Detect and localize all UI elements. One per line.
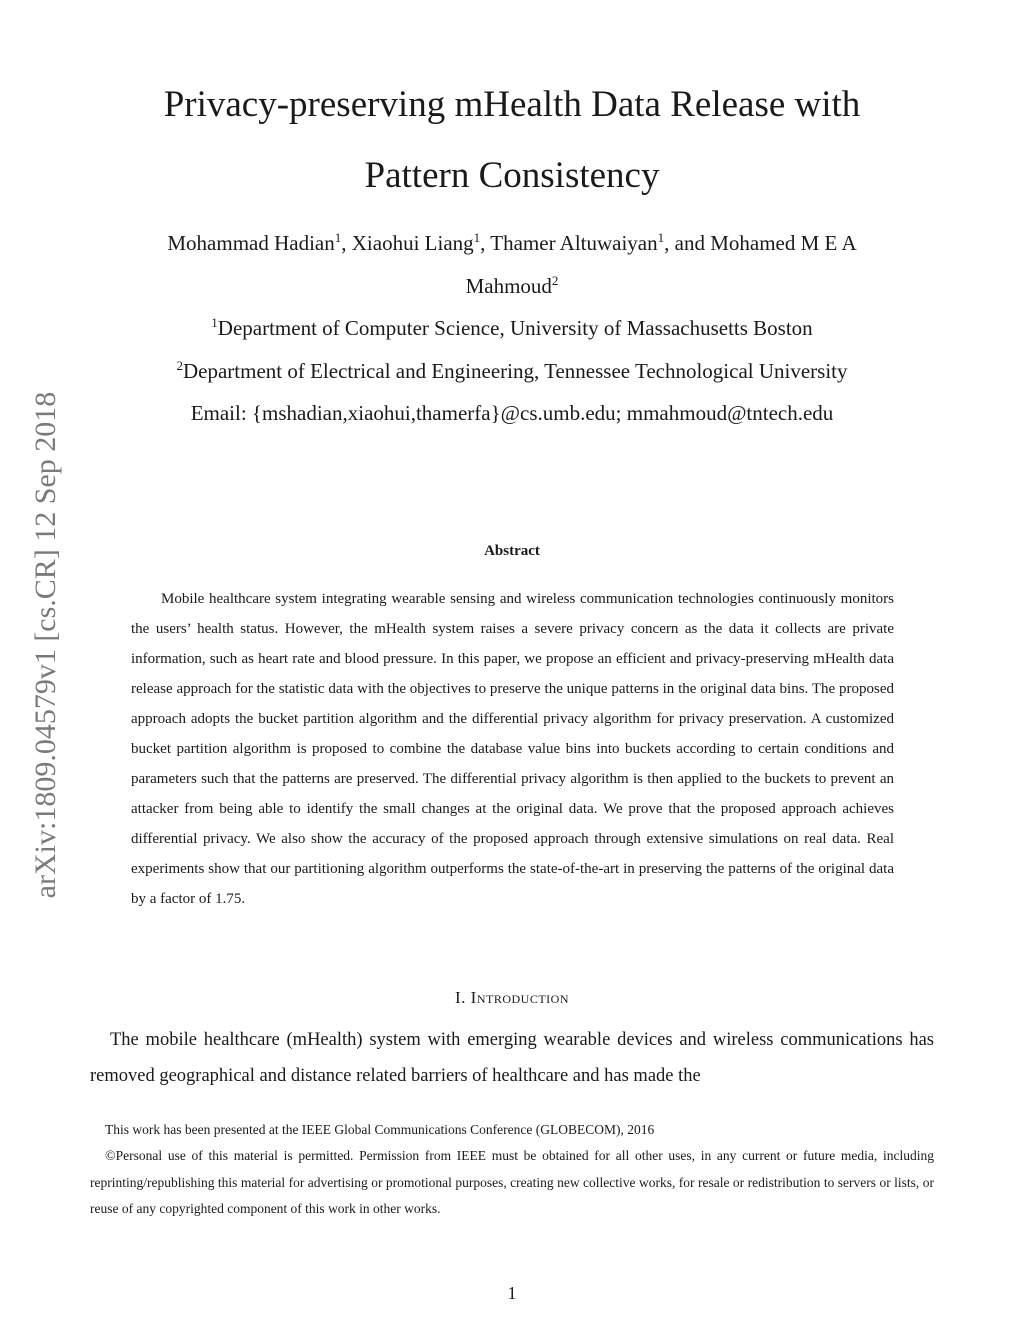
author-list	[0, 230, 1024, 255]
section-title: Introduction	[470, 988, 569, 1007]
section-number: I.	[455, 988, 466, 1007]
affiliation-2	[0, 358, 1024, 383]
author-name: Thamer Altuwaiyan	[490, 231, 658, 255]
paper-title-line-1: Privacy-preserving mHealth Data Release with	[163, 84, 861, 125]
abstract-heading: Abstract	[484, 543, 540, 559]
author-name: Mahmoud	[465, 274, 552, 298]
email-line: Email: {mshadian,xiaohui,thamerfa}@cs.umb.edu; mmahmoud@tntech.edu	[190, 401, 834, 425]
copyright-icon: ©	[105, 1149, 116, 1164]
affiliation-marker: 1	[473, 230, 481, 245]
abstract-body: Mobile healthcare system integrating wearable sensing and wireless communication technologies continuously monitors the users’ health status. However, the mHealth system raises a severe privacy concern as the data it collects are private information, such as heart rate and blood pressure. In this paper, we propose an efficient and privacy-preserving mHealth data release approach for the statistic data with the objectives to preserve the unique patterns in the original data bins. The proposed approach adopts the bucket partition algorithm and the differential privacy algorithm for privacy preservation. A customized bucket partition algorithm is proposed to combine the database value bins into buckets according to certain conditions and parameters such that the patterns are preserved. The differential privacy algorithm is then applied to the buckets to prevent an attacker from being able to identify the small changes at the original data. We prove that the proposed approach achieves differential privacy. We also show the accuracy of the proposed approach through extensive simulations on real data. Real experiments show that our partitioning algorithm outperforms the state-of-the-art in preserving the patterns of the original data by a factor of 1.75.	[131, 591, 894, 907]
paper-title-line-2: Pattern Consistency	[364, 155, 660, 196]
author-name: Mohamed M E A	[710, 231, 857, 255]
affiliation-marker: 1	[211, 315, 218, 330]
affiliation-marker: 2	[551, 273, 559, 288]
affiliation-marker: 1	[334, 230, 342, 245]
affiliation-1	[0, 315, 1024, 340]
author-name: Xiaohui Liang	[351, 231, 474, 255]
introduction-paragraph: The mobile healthcare (mHealth) system with emerging wearable devices and wireless communications has removed geographical and distance related barriers of healthcare and has made the	[90, 1030, 934, 1086]
affiliation-text: Department of Electrical and Engineering, Tennessee Technological University	[182, 359, 848, 383]
section-heading	[0, 988, 1024, 1008]
arxiv-stamp: arXiv:1809.04579v1 [cs.CR] 12 Sep 2018	[29, 391, 62, 899]
separator: ,	[341, 231, 352, 255]
page-number: 1	[507, 1283, 517, 1303]
separator: ,	[480, 231, 491, 255]
separator: , and	[664, 231, 711, 255]
affiliation-marker: 1	[657, 230, 665, 245]
footnotes	[90, 1117, 934, 1222]
footnote-presentation: This work has been presented at the IEEE Global Communications Conference (GLOBECOM), 2016	[105, 1122, 655, 1137]
author-name: Mohammad Hadian	[167, 231, 335, 255]
affiliation-marker: 2	[176, 358, 183, 373]
author-list-continued	[0, 273, 1024, 298]
copyright-text: Personal use of this material is permitted. Permission from IEEE must be obtained for all other uses, in any current or future media, including reprinting/republishing this material for advertising or promotional purposes, creating new collective works, for resale or redistribution to servers or lists, or reuse of any copyrighted component of this work in other works.	[90, 1148, 934, 1216]
affiliation-text: Department of Computer Science, University of Massachusetts Boston	[217, 316, 813, 340]
footnote-copyright	[90, 1143, 934, 1222]
